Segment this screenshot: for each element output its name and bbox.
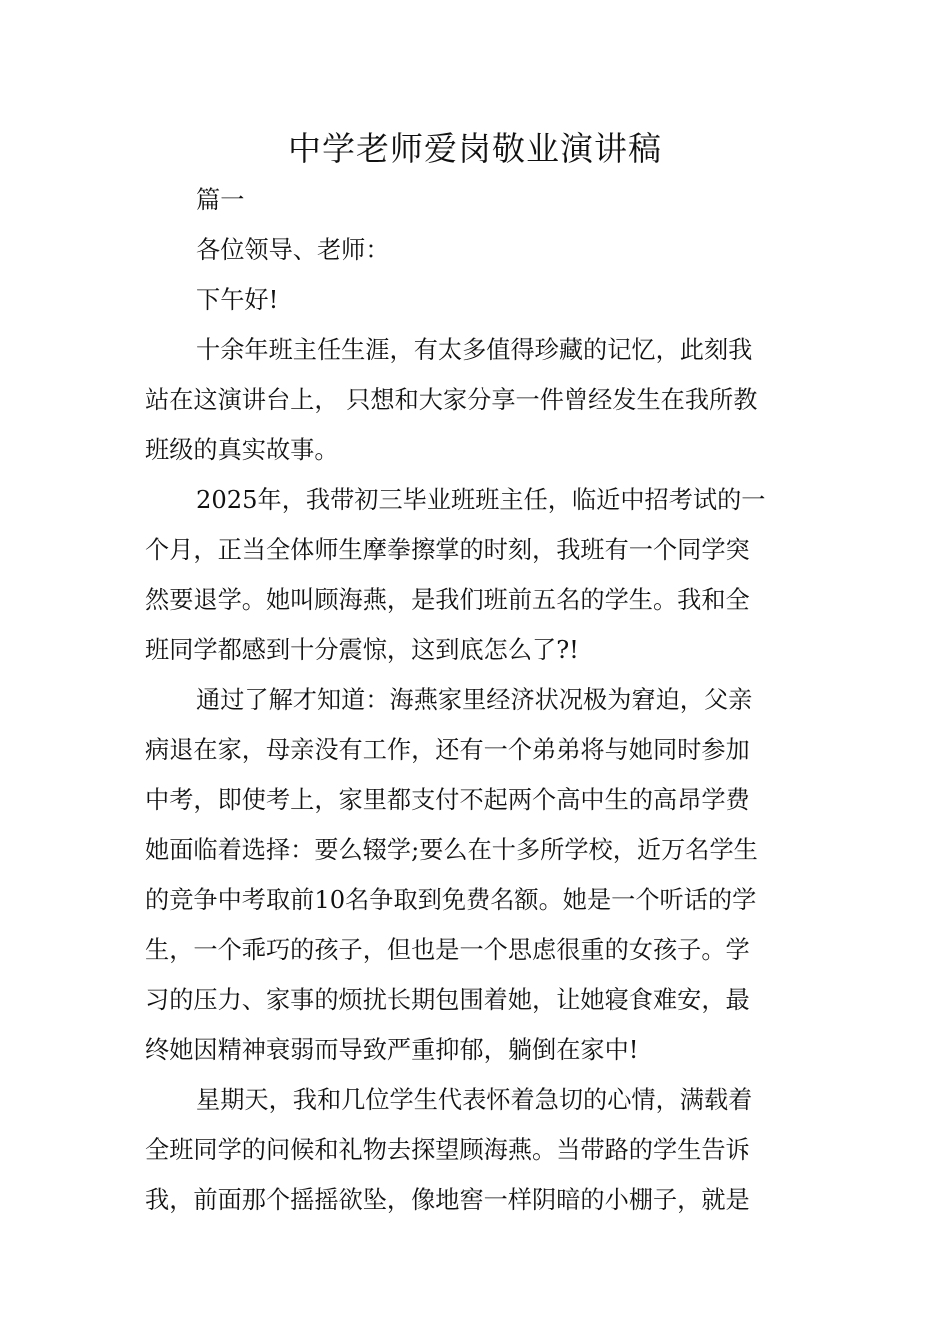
section-heading: 篇一 <box>196 186 245 214</box>
paragraph-line: 终她因精神衰弱而导致严重抑郁，躺倒在家中! <box>145 1036 639 1064</box>
salutation: 各位领导、老师： <box>196 236 390 264</box>
paragraph-line: 病退在家，母亲没有工作，还有一个弟弟将与她同时参加 <box>145 736 750 764</box>
paragraph-line: 的竞争中考取前10名争取到免费名额。她是一个听话的学 <box>145 886 757 914</box>
document-title: 中学老师爱岗敬业演讲稿 <box>288 129 662 168</box>
paragraph-line: 站在这演讲台上， 只想和大家分享一件曾经发生在我所教 <box>145 386 758 414</box>
paragraph-line: 我，前面那个摇摇欲坠，像地窖一样阴暗的小棚子，就是 <box>145 1186 750 1214</box>
paragraph-line: 个月，正当全体师生摩拳擦掌的时刻，我班有一个同学突 <box>145 536 750 564</box>
paragraph-line: 班级的真实故事。 <box>145 436 339 464</box>
paragraph-line: 她面临着选择：要么辍学;要么在十多所学校，近万名学生 <box>145 836 758 864</box>
paragraph-line: 全班同学的问候和礼物去探望顾海燕。当带路的学生告诉 <box>145 1136 750 1164</box>
greeting: 下午好! <box>196 286 279 314</box>
paragraph-line: 星期天，我和几位学生代表怀着急切的心情，满载着 <box>196 1086 753 1114</box>
paragraph-line: 2025年，我带初三毕业班班主任，临近中招考试的一 <box>196 486 766 514</box>
paragraph-line: 生，一个乖巧的孩子，但也是一个思虑很重的女孩子。学 <box>145 936 750 964</box>
paragraph-line: 习的压力、家事的烦扰长期包围着她，让她寝食难安，最 <box>145 986 750 1014</box>
paragraph-line: 班同学都感到十分震惊，这到底怎么了?! <box>145 636 579 664</box>
paragraph-line: 中考，即使考上，家里都支付不起两个高中生的高昂学费 <box>145 786 750 814</box>
paragraph-line: 通过了解才知道：海燕家里经济状况极为窘迫，父亲 <box>196 686 753 714</box>
paragraph-line: 十余年班主任生涯，有太多值得珍藏的记忆，此刻我 <box>196 336 753 364</box>
paragraph-line: 然要退学。她叫顾海燕，是我们班前五名的学生。我和全 <box>145 586 750 614</box>
